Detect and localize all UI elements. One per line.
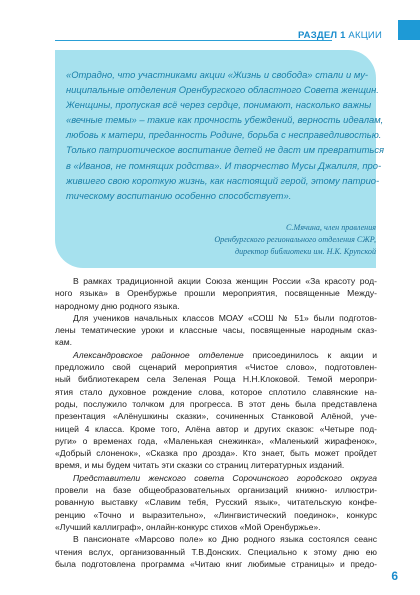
paragraph-line: ятия стало духовное рождение слова, которое сплотило славянские на- [55,386,377,397]
paragraph-lead: Александровское районное отделение [73,349,244,360]
paragraph-line: «Лучший каллиграф», онлайн-конкурс стихов «Мой Оренбуржье». [55,521,321,532]
section-label [298,30,382,41]
quote-line: любовь к матери, преданность Родине, борьба с несправедливостью. [66,129,382,141]
paragraph-line: В пансионате «Марсово поле» ко Дню родного языка состоялся сеанс [73,534,377,545]
header-rule [55,40,332,41]
quote-line: «вечные темы» – такие как прочность убеждений, верность идеалам, [66,114,384,126]
paragraph-line [55,472,377,484]
paragraph-line: лены тематические уроки и классные часы, посвященные народным сказ- [55,325,377,336]
quote-author-line: С.Мячина, член правления [286,223,376,232]
paragraph-line: роды, послужило толчком для прогресса. В этот день была представлена [55,398,377,409]
quote-line: «Отрадно, что участниками акции «Жизнь и свобода» стали и му- [66,69,368,80]
paragraph-line: народному дню родного языка. [55,300,180,311]
paragraph-line: предложило свой сценарий мероприятия «Чистое слово», подготовлен- [55,362,377,373]
paragraph-line: ный библиотекарем села Зеленая Роща Н.Н.Клоковой. Темой меропри- [55,374,377,385]
paragraph-text: присоединилось к акции и [243,349,377,360]
paragraph-line: чтения вслух, организованный Т.В.Донских. Специально к этому дню ею [55,546,377,557]
quote-author [136,222,376,257]
page-number: 6 [391,569,398,583]
quote-line: в «Иванов, не помнящих родства». И творчество Мусы Джалиля, про- [66,159,382,171]
paragraph-line [55,349,377,361]
quote-line: Женщины, пропуская всё через сердце, понимают, насколько важны [66,99,372,111]
quote-line: Только патриотическое воспитание детей не даст им превратиться [66,144,385,156]
paragraph-line: презентация «Алёнушкины сказки», сочиненных Станковой Алёной, уче- [55,411,377,422]
section-label-bold: РАЗДЕЛ 1 [297,30,346,41]
paragraph-line: рованную выставку «Славим тебя, Русский язык», читательскую конфе- [55,497,377,508]
quote-text [66,67,385,203]
section-label-thin: АКЦИИ [345,30,382,41]
quote-line: ниципальные отделения Оренбургского областного Совета женщин. [66,84,379,96]
page-header [0,28,420,42]
paragraph-line: «Добрый слоненок», «Сказка про дрозда». Кто знает, быть может пройдет [55,448,377,459]
paragraph-line: провели на базе общеобразовательных организаций книжно- иллюстри- [55,485,377,496]
paragraph-line: время, и мы будем читать эти сказки со страниц литературных изданий. [55,460,345,471]
paragraph-line: Для учеников начальных классов МОАУ «СОШ № 51» были подготов- [73,312,377,323]
paragraph-line: ренцию «Точно и выразительно», «Лингвистический поединок», конкурс [55,509,377,520]
paragraph-line: ницей 4 класса. Кроме того, Алёна автор и других сказок: «Четыре под- [55,423,377,434]
article-body [55,275,377,570]
quote-line: жившего свою короткую жизнь, как настоящий герой, этому патрио- [66,174,380,186]
section-tab-marker [398,20,420,40]
paragraph-line: кам. [55,337,73,348]
quote-author-line: директор библиотеки им. Н.К. Крупской [235,246,376,256]
paragraph-line: руги» о временах года, «Маленькая снежинка», «Маленький жирафенок», [55,435,377,446]
paragraph-lead: Представители женского совета Сорочинского городского округа [73,472,377,483]
paragraph-line: ного языка» в Оренбуржье прошли мероприятия, посвященные Между- [55,288,377,299]
quote-author-line: Оренбургского регионального отделения СЖР, [214,234,376,244]
paragraph-line: В рамках традиционной акции Союза женщин России «За красоту род- [73,276,377,286]
quote-line: тическому воспитанию особенно способствует». [66,189,292,201]
paragraph-line: была подготовлена программа «Читаю книг любимые страницы» и предо- [55,558,377,569]
